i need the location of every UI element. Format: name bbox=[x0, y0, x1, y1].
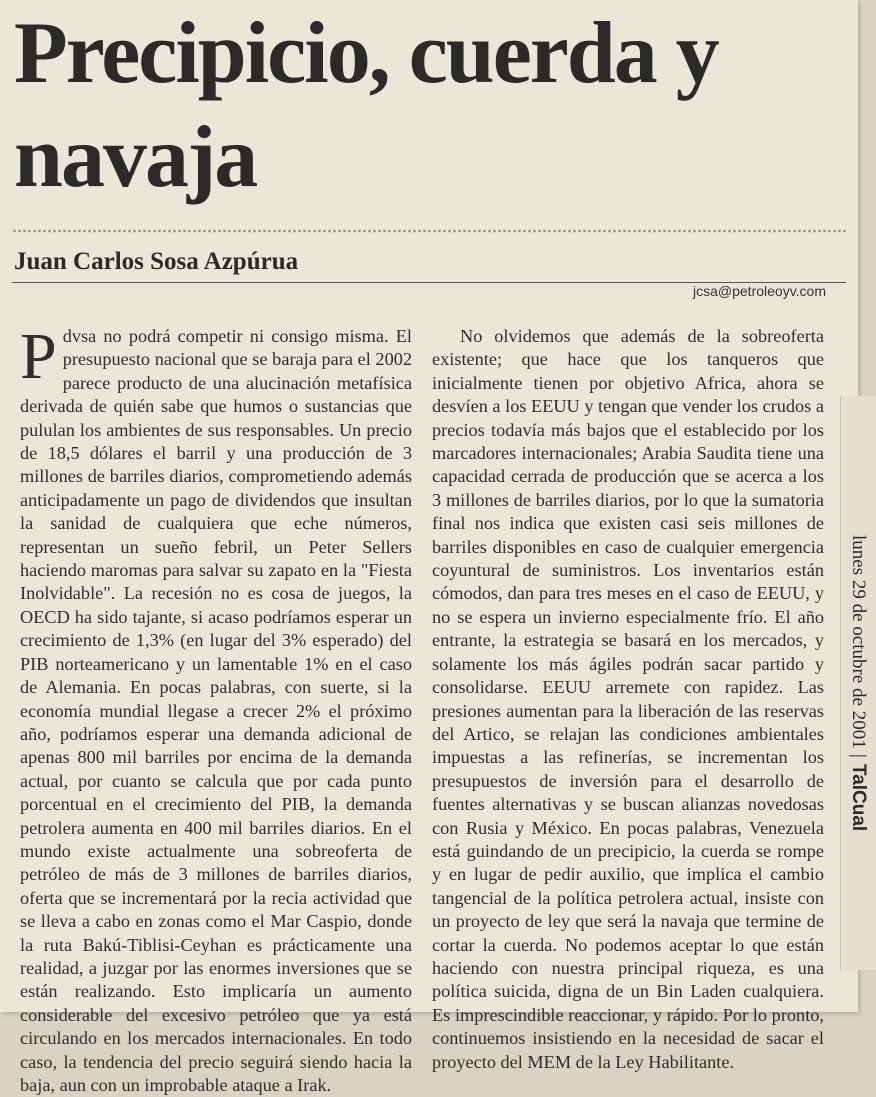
side-dateline bbox=[840, 396, 876, 970]
headline: Precipicio, cuerda y navaja bbox=[14, 5, 718, 206]
dotted-rule bbox=[12, 228, 846, 234]
author-email: jcsa@petroleoyv.com bbox=[693, 283, 826, 299]
publication-date: lunes 29 de octubre de 2001 bbox=[848, 534, 869, 749]
author-byline: Juan Carlos Sosa Azpúrua bbox=[14, 248, 299, 275]
newspaper-name: TalCual bbox=[848, 764, 869, 832]
dateline-separator: | bbox=[848, 754, 869, 759]
article-column-left bbox=[20, 320, 412, 1097]
right-column-text: No olvidemos que además de la sobreoferta existente; que hace que los tanqueros que inicialmente tienen por objetivo Africa, ahora se desvíen a los EEUU y tengan que vender los crudos a precios todavía más bajos que el establecido por los marcadores internacionales; Arabia Saudita tiene una capacidad cerrada de producción que se acerca a los 3 millones de barriles diarios, por lo que la sumatoria final nos indica que existen casi seis millones de barriles disponibles en caso de cualquier emergencia coyuntural de suministros. Los inventarios están cómodos, dan para tres meses en el caso de EEUU, y no se espera un invierno especialmente frío. El año entrante, la estrategia se basará en los mercados, y solamente los más ágiles podrán sacar partido y consolidarse. EEUU arremete con rapidez. Las presiones aumentan para la liberación de las reservas del Artico, se relajan las condiciones ambientales impuestas a las refinerías, se incrementan los presupuestos de inversión para el desarrollo de fuentes alternativas y se buscan alianzas novedosas con Rusia y México. En pocas palabras, Venezuela está guindando de un precipicio, la cuerda se rompe y en lugar de pedir auxilio, que implica el cambio tangencial de la política petrolera actual, insiste con un proyecto de ley que será la navaja que termine de cortar la cuerda. No podemos aceptar lo que están haciendo con nuestra principal riqueza, es una política suicida, digna de un Bin Laden cualquiera. Es imprescindible reaccionar, y rápido. Por lo pronto, continuemos insistiendo en la necesidad de sacar el proyecto del MEM de la Ley Habilitante. bbox=[432, 326, 824, 1072]
article-column-right bbox=[432, 325, 824, 1074]
left-column-text: dvsa no podrá competir ni consigo misma. El presupuesto nacional que se baraja para el 2002 parece producto de una alucinación metafísica derivada de quién sabe que humos o sustancias que pululan los ambientes de sus responsables. Un precio de 18,5 dólares el barril y una producción de 3 millones de barriles diarios, comprometiendo además anticipadamente un pago de dividendos que insultan la sanidad de cualquiera que eche números, representan un sueño febril, un Peter Sellers haciendo maromas para salvar su zapato en la "Fiesta Inolvidable". La recesión no es cosa de juegos, la OECD ha sido tajante, si acaso podríamos esperar un crecimiento de 1,3% (en lugar del 3% esperado) del PIB norteamericano y un lamentable 1% en el caso de Alemania. En pocas palabras, con suerte, si la economía mundial llegase a crecer 2% el próximo año, podríamos esperar una demanda adicional de apenas 800 mil barriles por encima de la demanda actual, por cuanto se calcula que por cada punto porcentual en el crecimiento del PIB, la demanda petrolera aumenta en 400 mil barriles diarios. En el mundo existe actualmente una sobreoferta de petróleo de más de 3 millones de barriles diarios, oferta que se incrementará por la recia actividad que se lleva a cabo en zonas como el Mar Caspio, donde la ruta Bakú-Tiblisi-Ceyhan es prácticamente una realidad, a juzgar por las enormes inversiones que se están realizando. Esto implicaría un aumento considerable del excesivo petróleo que ya está circulando en los mercados internacionales. En todo caso, la tendencia del precio seguirá siendo hacia la baja, aun con un improbable ataque a Irak. bbox=[20, 326, 412, 1095]
drop-cap: P bbox=[20, 320, 57, 393]
